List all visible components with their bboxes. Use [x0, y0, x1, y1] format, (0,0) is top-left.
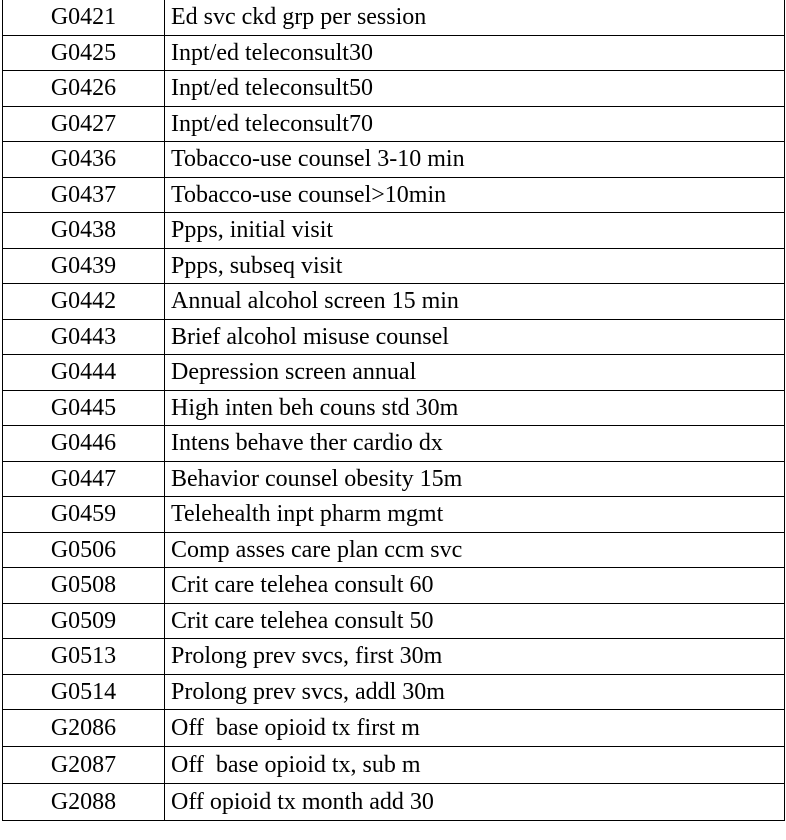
code-cell: G0446 — [3, 426, 165, 462]
description-cell: Crit care telehea consult 60 — [165, 568, 785, 604]
description-cell: Prolong prev svcs, addl 30m — [165, 674, 785, 710]
code-cell: G0447 — [3, 461, 165, 497]
table-row — [3, 710, 785, 747]
code-table — [2, 0, 785, 821]
code-cell: G0426 — [3, 71, 165, 107]
code-cell: G0459 — [3, 497, 165, 533]
description-cell: Inpt/ed teleconsult30 — [165, 35, 785, 71]
code-cell: G0427 — [3, 106, 165, 142]
table-row — [3, 461, 785, 497]
table-row — [3, 390, 785, 426]
description-cell: Prolong prev svcs, first 30m — [165, 639, 785, 675]
description-cell: Ppps, subseq visit — [165, 248, 785, 284]
table-row — [3, 784, 785, 821]
table-row — [3, 319, 785, 355]
code-cell: G0421 — [3, 0, 165, 35]
code-cell: G2086 — [3, 710, 165, 747]
description-cell: Ed svc ckd grp per session — [165, 0, 785, 35]
code-cell: G2087 — [3, 747, 165, 784]
table-row — [3, 532, 785, 568]
table-row — [3, 71, 785, 107]
table-row — [3, 355, 785, 391]
description-cell: Comp asses care plan ccm svc — [165, 532, 785, 568]
table-row — [3, 213, 785, 249]
description-cell: Tobacco-use counsel 3-10 min — [165, 142, 785, 178]
description-cell: Off base opioid tx, sub m — [165, 747, 785, 784]
description-cell: Inpt/ed teleconsult70 — [165, 106, 785, 142]
table-row — [3, 35, 785, 71]
code-cell: G0443 — [3, 319, 165, 355]
description-cell: Intens behave ther cardio dx — [165, 426, 785, 462]
table-row — [3, 142, 785, 178]
table-row — [3, 568, 785, 604]
table-row — [3, 284, 785, 320]
table-row — [3, 674, 785, 710]
code-table-body — [3, 0, 785, 821]
code-cell: G0425 — [3, 35, 165, 71]
description-cell: Off opioid tx month add 30 — [165, 784, 785, 821]
code-cell: G2088 — [3, 784, 165, 821]
table-row — [3, 497, 785, 533]
code-cell: G0436 — [3, 142, 165, 178]
code-cell: G0444 — [3, 355, 165, 391]
code-cell: G0439 — [3, 248, 165, 284]
code-cell: G0514 — [3, 674, 165, 710]
code-cell: G0506 — [3, 532, 165, 568]
description-cell: Depression screen annual — [165, 355, 785, 391]
description-cell: Behavior counsel obesity 15m — [165, 461, 785, 497]
description-cell: Annual alcohol screen 15 min — [165, 284, 785, 320]
table-row — [3, 177, 785, 213]
description-cell: Off base opioid tx first m — [165, 710, 785, 747]
code-cell: G0437 — [3, 177, 165, 213]
table-row — [3, 603, 785, 639]
description-cell: Crit care telehea consult 50 — [165, 603, 785, 639]
table-row — [3, 639, 785, 675]
code-cell: G0442 — [3, 284, 165, 320]
code-cell: G0445 — [3, 390, 165, 426]
description-cell: Inpt/ed teleconsult50 — [165, 71, 785, 107]
code-cell: G0513 — [3, 639, 165, 675]
code-cell: G0438 — [3, 213, 165, 249]
description-cell: Telehealth inpt pharm mgmt — [165, 497, 785, 533]
table-row — [3, 106, 785, 142]
table-row — [3, 747, 785, 784]
code-cell: G0509 — [3, 603, 165, 639]
description-cell: Tobacco-use counsel>10min — [165, 177, 785, 213]
table-row — [3, 248, 785, 284]
description-cell: Ppps, initial visit — [165, 213, 785, 249]
description-cell: Brief alcohol misuse counsel — [165, 319, 785, 355]
table-row — [3, 0, 785, 35]
description-cell: High inten beh couns std 30m — [165, 390, 785, 426]
table-row — [3, 426, 785, 462]
code-cell: G0508 — [3, 568, 165, 604]
